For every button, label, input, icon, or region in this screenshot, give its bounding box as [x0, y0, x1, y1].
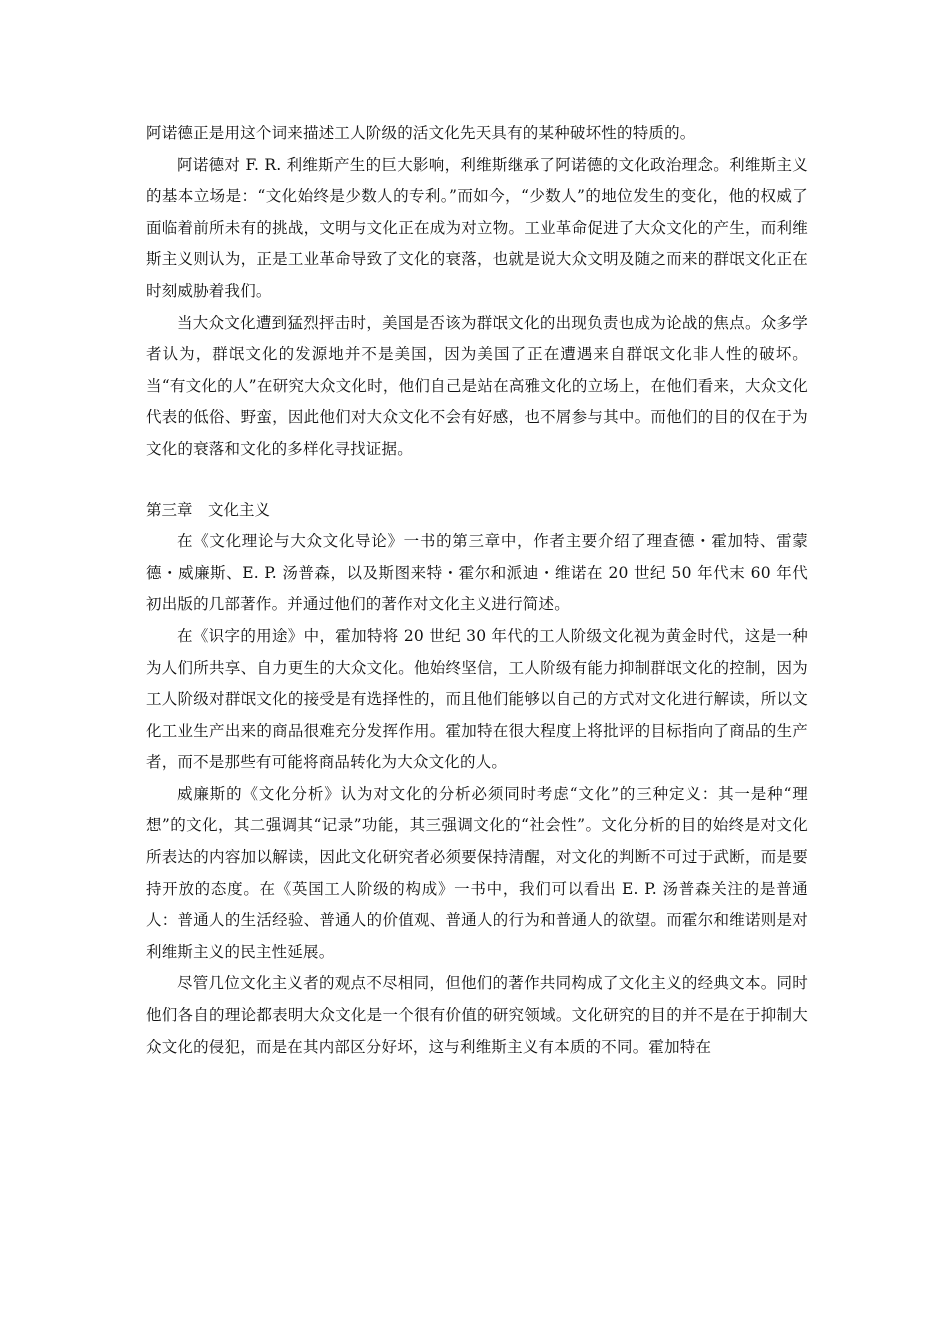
chapter-heading — [146, 495, 808, 527]
paragraph-continuation: 阿诺德正是用这个词来描述工人阶级的活文化先天具有的某种破坏性的特质的。 — [146, 124, 696, 142]
section-spacer — [146, 466, 808, 495]
paragraph-mass-culture-debate: 当大众文化遭到猛烈抨击时，美国是否该为群氓文化的出现负责也成为论战的焦点。众多学者认为，群氓文化的发源地并不是美国，因为美国了正在遭遇来自群氓文化非人性的破坏。当“有文化的人”在研究大众文化时，他们自己是站在高雅文化的立场上，在他们看来，大众文化代表的低俗、野蛮，因此他们对大众文化不会有好感，也不屑参与其中。而他们的目的仅在于为文化的衰落和文化的多样化寻找证据。 — [146, 313, 808, 458]
paragraph-chapter-intro: 在《文化理论与大众文化导论》一书的第三章中，作者主要介绍了理查德・霍加特、雷蒙德・威廉斯、E. P. 汤普森，以及斯图来特・霍尔和派迪・维诺在 20 世纪 50 年代末 60 年代初出版的几部著作。并通过他们的著作对文化主义进行简述。 — [146, 532, 808, 614]
chapter-number: 第三章 — [146, 500, 193, 519]
paragraph-hoggart: 在《识字的用途》中，霍加特将 20 世纪 30 年代的工人阶级文化视为黄金时代，这是一种为人们所共享、自力更生的大众文化。他始终坚信，工人阶级有能力抑制群氓文化的控制，因为工人阶级对群氓文化的接受是有选择性的，而且他们能够以自己的方式对文化进行解读，所以文化工业生产出来的商品很难充分发挥作用。霍加特在很大程度上将批评的目标指向了商品的生产者，而不是那些有可能将商品转化为大众文化的人。 — [146, 626, 808, 772]
paragraph-culturalism-summary: 尽管几位文化主义者的观点不尽相同，但他们的著作共同构成了文化主义的经典文本。同时他们各自的理论都表明大众文化是一个很有价值的研究领域。文化研究的目的并不是在于抑制大众文化的侵犯，而是在其内部区分好坏，这与利维斯主义有本质的不同。霍加特在 — [146, 974, 808, 1056]
paragraph-williams-thompson: 威廉斯的《文化分析》认为对文化的分析必须同时考虑“文化”的三种定义：其一是种“理想”的文化，其二强调其“记录”功能，其三强调文化的“社会性”。文化分析的目的始终是对文化所表达的内容加以解读，因此文化研究者必须要保持清醒，对文化的判断不可过于武断，而是要持开放的态度。在《英国工人阶级的构成》一书中，我们可以看出 E. P. 汤普森关注的是普通人：普通人的生活经验、普通人的价值观、普通人的行为和普通人的欲望。而霍尔和维诺则是对利维斯主义的民主性延展。 — [146, 784, 808, 961]
chapter-title: 文化主义 — [208, 500, 271, 519]
paragraph-arnold-leavis: 阿诺德对 F. R. 利维斯产生的巨大影响，利维斯继承了阿诺德的文化政治理念。利维斯主义的基本立场是：“文化始终是少数人的专利。”而如今，“少数人”的地位发生的变化，他的权威了面临着前所未有的挑战，文明与文化正在成为对立物。工业革命促进了大众文化的产生，而利维斯主义则认为，正是工业革命导致了文化的衰落，也就是说大众文明及随之而来的群氓文化正在时刻威胁着我们。 — [146, 155, 808, 300]
document-page — [146, 118, 808, 1063]
